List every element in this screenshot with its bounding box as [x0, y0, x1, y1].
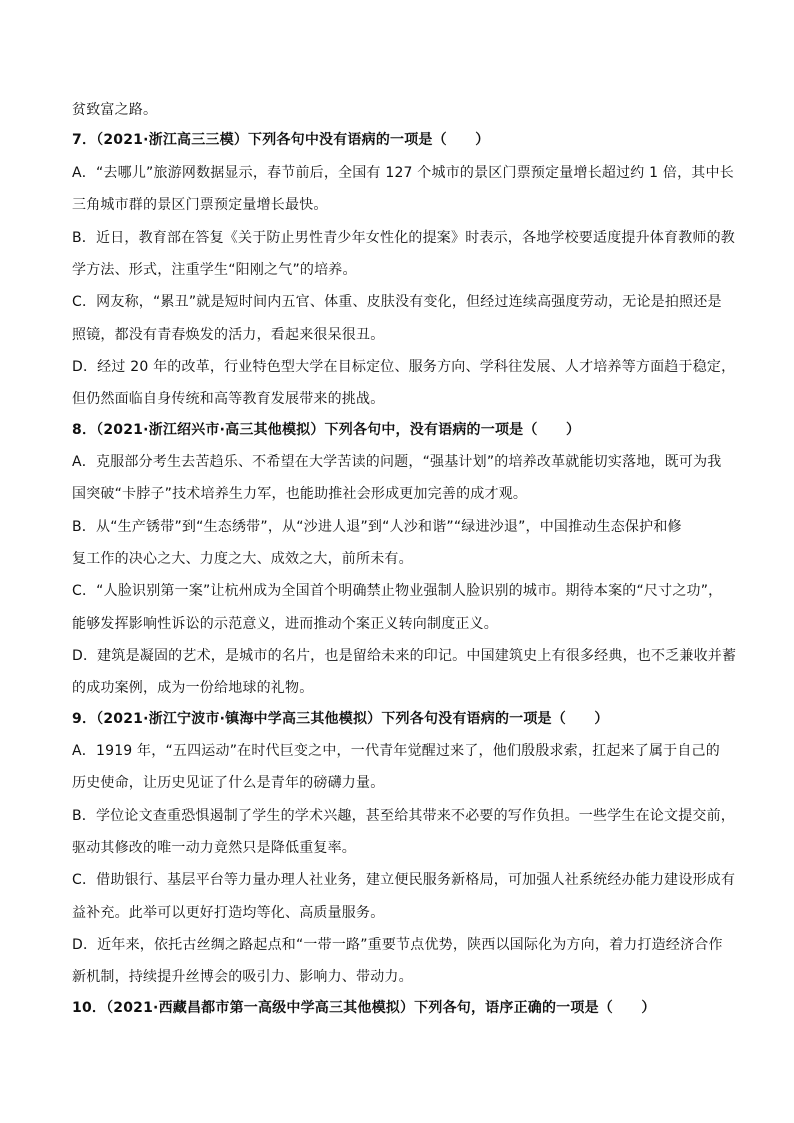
- question-8-option-c-cont: 能够发挥影响性诉讼的示范意义，进而推动个案正义转向制度正义。: [72, 616, 498, 632]
- question-9-option-a-cont: 历史使命，让历史见证了什么是青年的磅礴力量。: [72, 775, 385, 791]
- question-8-option-a-cont: 国突破“卡脖子”技术培养生力军，也能助推社会形成更加完善的成才观。: [72, 486, 528, 502]
- question-8-option-d-cont: 的成功案例，成为一份给地球的礼物。: [72, 680, 314, 696]
- question-10-stem: 10．（2021·西藏昌都市第一高级中学高三其他模拟）下列各句，语序正确的一项是（ ）: [72, 1000, 656, 1016]
- text-line-continuation: 贫致富之路。: [72, 102, 158, 118]
- question-9-option-a: A．1919 年，“五四运动”在时代巨变之中，一代青年觉醒过来了，他们殷殷求索，扛起来了属于自己的: [72, 743, 720, 759]
- question-7-option-c-cont: 照镜，都没有青春焕发的活力，看起来很呆很丑。: [72, 327, 385, 343]
- question-9-option-b-cont: 驱动其修改的唯一动力竟然只是降低重复率。: [72, 840, 356, 856]
- question-8-option-b-cont: 复工作的决心之大、力度之大、成效之大，前所未有。: [72, 551, 413, 567]
- question-9-option-b: B．学位论文查重恐惧遏制了学生的学术兴趣，甚至给其带来不必要的写作负担。一些学生在论文提交前，: [72, 808, 736, 824]
- question-9-option-d-cont: 新机制，持续提升丝博会的吸引力、影响力、带动力。: [72, 969, 413, 985]
- question-7-option-b-cont: 学方法、形式，注重学生“阳刚之气”的培养。: [72, 262, 357, 278]
- question-9-option-d: D．近年来，依托古丝绸之路起点和“一带一路”重要节点优势，陕西以国际化为方向，着力打造经济合作: [72, 937, 723, 953]
- question-7-option-c: C．网友称，“累丑”就是短时间内五官、体重、皮肤没有变化，但经过连续高强度劳动，无论是拍照还是: [72, 294, 722, 310]
- question-8-option-a: A．克服部分考生去苦趋乐、不希望在大学苦读的问题，“强基计划”的培养改革就能切实落地，既可为我: [72, 454, 722, 470]
- question-8-option-b: B．从“生产锈带”到“生态绣带”，从“沙进人退”到“人沙和谐”“绿进沙退”，中国推动生态保护和修: [72, 519, 682, 535]
- question-8-option-d: D．建筑是凝固的艺术，是城市的名片，也是留给未来的印记。中国建筑史上有很多经典，也不乏兼收并蓄: [72, 648, 737, 664]
- question-9-option-c: C．借助银行、基层平台等力量办理人社业务，建立便民服务新格局，可加强人社系统经办能力建设形成有: [72, 872, 736, 888]
- question-7-option-a-cont: 三角城市群的景区门票预定量增长最快。: [72, 197, 328, 213]
- question-7-option-d-cont: 但仍然面临自身传统和高等教育发展带来的挑战。: [72, 391, 385, 407]
- question-9-option-c-cont: 益补充。此举可以更好打造均等化、高质量服务。: [72, 905, 385, 921]
- question-7-stem: 7．（2021·浙江高三三模）下列各句中没有语病的一项是（ ）: [72, 132, 490, 148]
- question-7-option-b: B．近日，教育部在答复《关于防止男性青少年女性化的提案》时表示，各地学校要适度提升体育教师的教: [72, 230, 736, 246]
- question-7-option-d: D．经过 20 年的改革，行业特色型大学在目标定位、服务方向、学科往发展、人才培养等方面趋于稳定，: [72, 359, 736, 375]
- question-7-option-a: A．“去哪儿”旅游网数据显示，春节前后，全国有 127 个城市的景区门票预定量增长超过约 1 倍，其中长: [72, 165, 734, 181]
- question-8-stem: 8．（2021·浙江绍兴市·高三其他模拟）下列各句中，没有语病的一项是（ ）: [72, 422, 581, 438]
- question-8-option-c: C．“人脸识别第一案”让杭州成为全国首个明确禁止物业强制人脸识别的城市。期待本案的“尺寸之功”，: [72, 583, 723, 599]
- question-9-stem: 9．（2021·浙江宁波市·镇海中学高三其他模拟）下列各句没有语病的一项是（ ）: [72, 711, 609, 727]
